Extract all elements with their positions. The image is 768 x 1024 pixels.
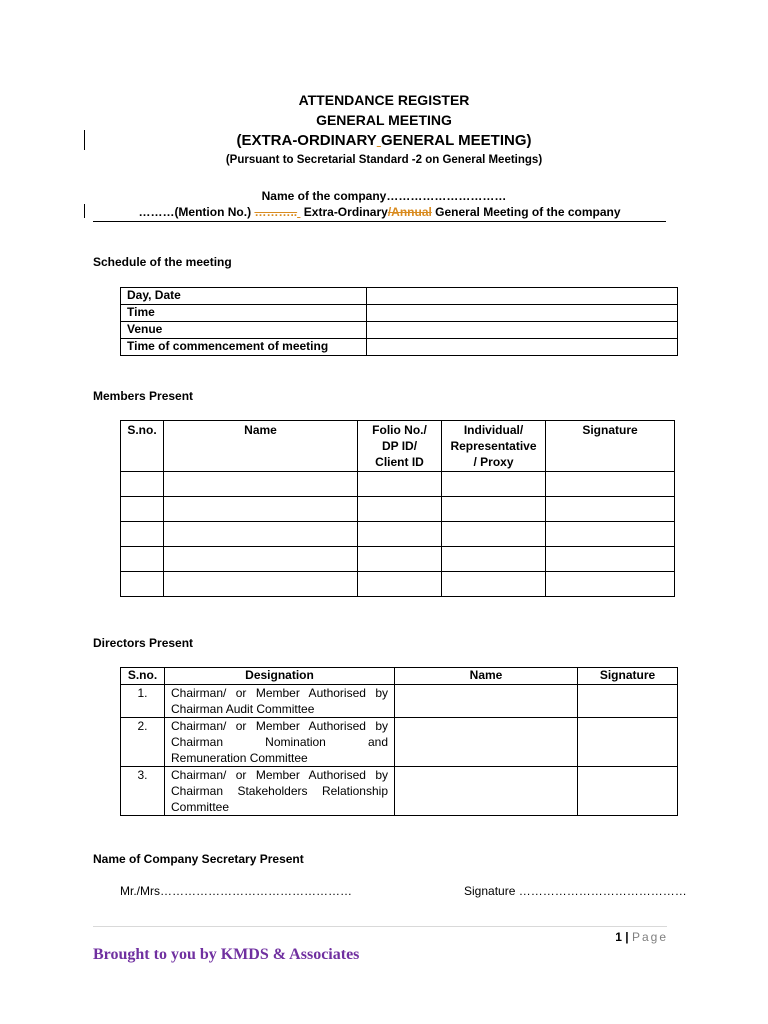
- col-header-signature: Signature: [546, 421, 675, 472]
- schedule-heading: Schedule of the meeting: [93, 255, 232, 269]
- company-name-line: Name of the company…………………………: [261, 189, 507, 203]
- members-table: [120, 420, 675, 597]
- title-general-meeting: GENERAL MEETING: [316, 112, 452, 128]
- schedule-label: Venue: [121, 322, 367, 339]
- footer-divider: [93, 926, 667, 927]
- col-header-individual-line: / Proxy: [473, 455, 514, 469]
- table-row: [121, 472, 675, 497]
- page-separator: |: [621, 930, 632, 944]
- sno-cell[interactable]: [121, 572, 164, 597]
- col-header-name: Name: [164, 421, 358, 472]
- table-row: [121, 339, 678, 356]
- signature-cell[interactable]: [546, 472, 675, 497]
- signature-cell[interactable]: [546, 547, 675, 572]
- individual-cell[interactable]: [442, 472, 546, 497]
- page-number-value: 1: [615, 930, 622, 944]
- deleted-text: ………..: [254, 205, 298, 219]
- signature-cell[interactable]: [578, 685, 678, 718]
- col-header-folio-line: Client ID: [375, 455, 424, 469]
- folio-cell[interactable]: [358, 572, 442, 597]
- individual-cell[interactable]: [442, 497, 546, 522]
- col-header-folio-line: Folio No./: [372, 423, 427, 437]
- col-header-individual-line: Representative: [450, 439, 537, 453]
- signature-cell[interactable]: [546, 497, 675, 522]
- directors-table: [120, 667, 678, 816]
- page-number: [615, 929, 668, 945]
- table-row: [121, 322, 678, 339]
- schedule-label: Time of commencement of meeting: [121, 339, 367, 356]
- col-header-sno: S.no.: [121, 668, 165, 685]
- schedule-label: Day, Date: [121, 288, 367, 305]
- name-cell[interactable]: [395, 767, 578, 816]
- signature-cell[interactable]: [578, 718, 678, 767]
- folio-cell[interactable]: [358, 497, 442, 522]
- mention-line-end: General Meeting of the company: [435, 205, 621, 219]
- col-header-signature: Signature: [578, 668, 678, 685]
- document-title: [0, 90, 768, 168]
- sno-cell[interactable]: [121, 497, 164, 522]
- brand-footer: Brought to you by KMDS & Associates: [93, 946, 360, 963]
- individual-cell[interactable]: [442, 547, 546, 572]
- title-meeting-type-post: GENERAL MEETING): [380, 132, 532, 149]
- members-heading: Members Present: [93, 389, 194, 403]
- folio-cell[interactable]: [358, 547, 442, 572]
- sno-cell[interactable]: [121, 547, 164, 572]
- sno-cell: 2.: [121, 718, 165, 767]
- title-subtitle: (Pursuant to Secretarial Standard -2 on General Meetings): [225, 154, 543, 166]
- col-header-folio-line: DP ID/: [381, 439, 418, 453]
- individual-cell[interactable]: [442, 572, 546, 597]
- name-cell[interactable]: [395, 718, 578, 767]
- schedule-value-cell[interactable]: [367, 322, 678, 339]
- table-row: [121, 522, 675, 547]
- title-attendance-register: ATTENDANCE REGISTER: [298, 92, 470, 108]
- cs-name-field[interactable]: Mr./Mrs…………………………………………: [120, 884, 352, 898]
- name-cell[interactable]: [164, 572, 358, 597]
- title-meeting-type: [0, 130, 768, 152]
- name-cell[interactable]: [164, 472, 358, 497]
- table-row: [121, 497, 675, 522]
- table-header-row: [121, 668, 678, 685]
- table-row: [121, 547, 675, 572]
- meeting-type-text: Extra-Ordinary: [303, 205, 388, 219]
- folio-cell[interactable]: [358, 522, 442, 547]
- sno-cell: 3.: [121, 767, 165, 816]
- schedule-label: Time: [121, 305, 367, 322]
- table-row: [121, 572, 675, 597]
- revision-bar: [84, 204, 85, 218]
- deleted-text: /Annual: [387, 205, 432, 219]
- col-header-name: Name: [395, 668, 578, 685]
- title-meeting-type-pre: (EXTRA-ORDINARY: [236, 132, 377, 149]
- sno-cell[interactable]: [121, 472, 164, 497]
- inserted-space: [297, 205, 300, 219]
- name-cell[interactable]: [395, 685, 578, 718]
- col-header-individual-line: Individual/: [463, 423, 524, 437]
- signature-cell[interactable]: [546, 522, 675, 547]
- schedule-value-cell[interactable]: [367, 305, 678, 322]
- designation-cell: Chairman/ or Member Authorised by Chairman Audit Committee: [165, 685, 395, 718]
- signature-cell[interactable]: [578, 767, 678, 816]
- name-cell[interactable]: [164, 522, 358, 547]
- col-header-sno: S.no.: [121, 421, 164, 472]
- sno-cell: 1.: [121, 685, 165, 718]
- schedule-value-cell[interactable]: [367, 339, 678, 356]
- mention-no: ………(Mention No.): [138, 205, 252, 219]
- table-row: [121, 305, 678, 322]
- mention-line: [93, 204, 666, 222]
- designation-cell: Chairman/ or Member Authorised by Chairman Nomination and Remuneration Committee: [165, 718, 395, 767]
- name-cell[interactable]: [164, 497, 358, 522]
- page-word: Page: [631, 930, 668, 944]
- directors-heading: Directors Present: [93, 636, 194, 650]
- signature-cell[interactable]: [546, 572, 675, 597]
- folio-cell[interactable]: [358, 472, 442, 497]
- company-secretary-heading: Name of Company Secretary Present: [93, 852, 304, 866]
- schedule-value-cell[interactable]: [367, 288, 678, 305]
- table-row: [121, 718, 678, 767]
- col-header-individual: [442, 421, 546, 472]
- name-cell[interactable]: [164, 547, 358, 572]
- table-row: [121, 685, 678, 718]
- table-header-row: [121, 421, 675, 472]
- cs-signature-field[interactable]: Signature ……………………………………: [464, 884, 687, 898]
- designation-cell: Chairman/ or Member Authorised by Chairman Stakeholders Relationship Committee: [165, 767, 395, 816]
- col-header-designation: Designation: [165, 668, 395, 685]
- sno-cell[interactable]: [121, 522, 164, 547]
- table-row: [121, 288, 678, 305]
- individual-cell[interactable]: [442, 522, 546, 547]
- table-row: [121, 767, 678, 816]
- col-header-folio: [358, 421, 442, 472]
- schedule-table: [120, 287, 678, 356]
